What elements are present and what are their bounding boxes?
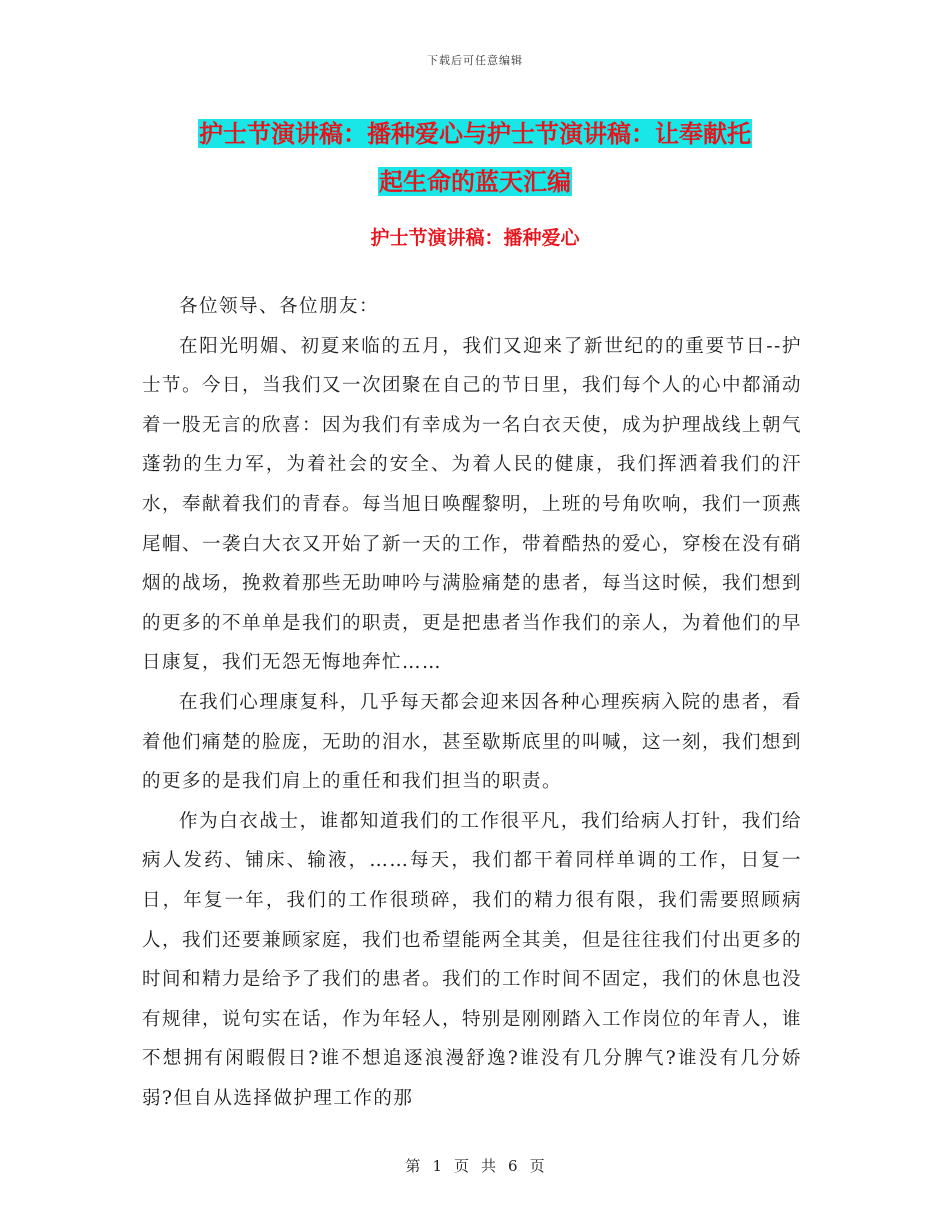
footer-label-gong: 共 [481, 1157, 497, 1175]
footer-label-di: 第 [405, 1157, 421, 1175]
paragraph-salutation: 各位领导、各位朋友： [179, 296, 380, 317]
footer-label-ye-2: 页 [529, 1157, 545, 1175]
footer-total-pages: 6 [508, 1157, 518, 1175]
footer-label-ye: 页 [453, 1157, 469, 1175]
header-note: 下载后可任意编辑 [427, 54, 523, 67]
body-text [142, 287, 802, 1118]
footer-page-number: 1 [432, 1157, 442, 1175]
paragraph: 在阳光明媚、初夏来临的五月，我们又迎来了新世纪的的重要节日--护士节。今日，当我们又一次团聚在自己的节日里，我们每个人的心中都涌动着一股无言的欣喜：因为我们有幸成为一名白衣天使，成为护理战线上朝气蓬勃的生力军，为着社会的安全、为着人民的健康，我们挥洒着我们的汗水，奉献着我们的青春。每当旭日唤醒黎明，上班的号角吹响，我们一顶燕尾帽、一袭白大衣又开始了新一天的工作，带着酷热的爱心，穿梭在没有硝烟的战场，挽救着那些无助呻吟与满脸痛楚的患者，每当这时候，我们想到的更多的不单单是我们的职责，更是把患者当作我们的亲人，为着他们的早日康复，我们无怨无悔地奔忙…… [142, 335, 803, 674]
document-title [0, 110, 950, 206]
section-title: 护士节演讲稿：播种爱心 [370, 227, 580, 249]
title-line-2: 起生命的蓝天汇编 [379, 167, 571, 196]
title-line-1: 护士节演讲稿：播种爱心与护士节演讲稿：让奉献托 [199, 119, 751, 148]
page-footer [0, 1155, 950, 1176]
paragraph: 在我们心理康复科，几乎每天都会迎来因各种心理疾病入院的患者，看着他们痛楚的脸庞，无助的泪水，甚至歇斯底里的叫喊，这一刻，我们想到的更多的是我们肩上的重任和我们担当的职责。 [142, 691, 803, 793]
paragraph: 作为白衣战士，谁都知道我们的工作很平凡，我们给病人打针，我们给病人发药、铺床、输液，……每天，我们都干着同样单调的工作，日复一日，年复一年，我们的工作很琐碎，我们的精力很有限，我们需要照顾病人，我们还要兼顾家庭，我们也希望能两全其美，但是往往我们付出更多的时间和精力是给予了我们的患者。我们的工作时间不固定，我们的休息也没有规律，说句实在话，作为年轻人，特别是刚刚踏入工作岗位的年青人，谁不想拥有闲暇假日?谁不想追逐浪漫舒逸?谁没有几分脾气?谁没有几分娇弱?但自从选择做护理工作的那 [142, 810, 803, 1109]
